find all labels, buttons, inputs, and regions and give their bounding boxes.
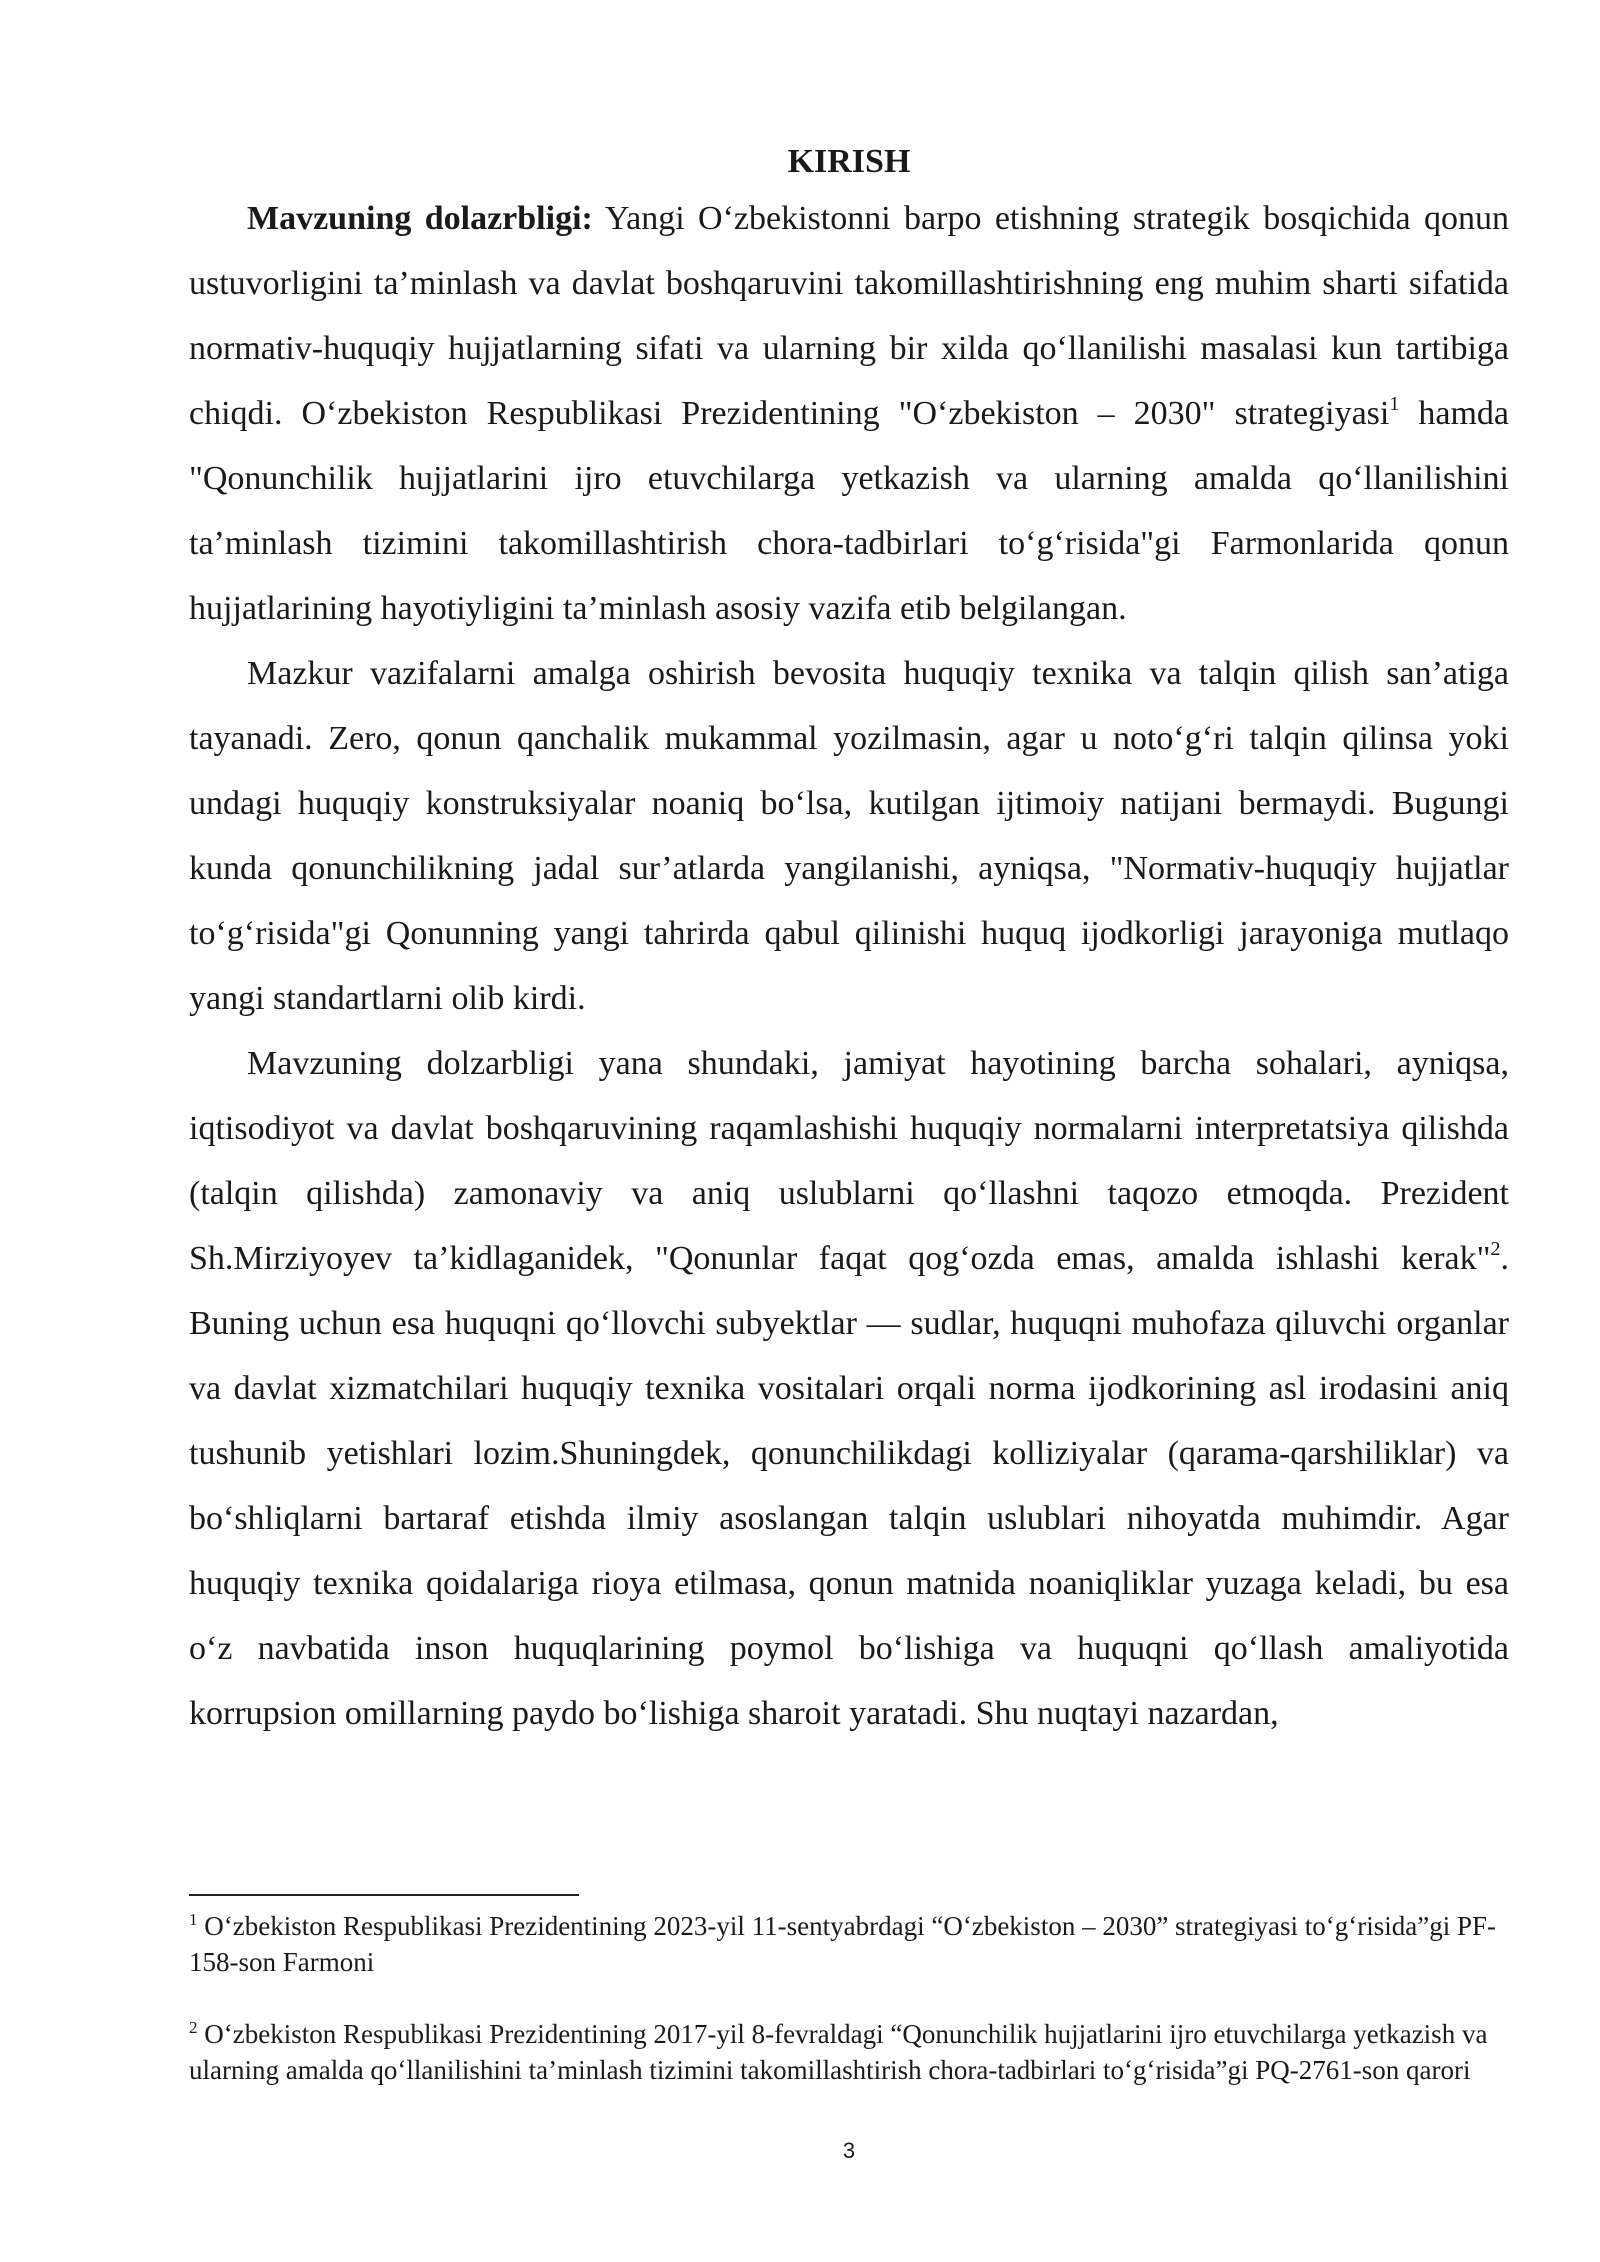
paragraph-relevance-continued: [189, 1031, 1509, 1746]
paragraph-text: Mavzuning dolzarbligi yana shundaki, jamiyat hayotining barcha sohalari, ayniqsa, iqtisodiyot va davlat boshqaruvining raqamlashishi huquqiy normalarni interpretatsiya qilishda (talqin qilishda) zamonaviy va aniq uslublarni qo‘llashni taqozo etmoqda. Prezident Sh.Mirziyoyev ta’kidlaganidek, "Qonunlar faqat qog‘ozda emas, amalda ishlashi kerak": [189, 1045, 1509, 1277]
footnote-1: [189, 1908, 1509, 1980]
footnote-text: O‘zbekiston Respublikasi Prezidentining 2023-yil 11-sentyabrdagi “O‘zbekiston – 2030” strategiyasi to‘g‘risida”gi PF-158-son Farmoni: [189, 1911, 1496, 1977]
footnote-marker: 2: [189, 2018, 198, 2037]
paragraph-text: hamda "Qonunchilik hujjatlarini ijro etuvchilarga yetkazish va ularning amalda qo‘llanilishini ta’minlash tizimini takomillashtirish chora-tadbirlari to‘g‘risida"gi Farmonlarida qonun hujjatlarining hayotiyligini ta’minlash asosiy vazifa etib belgilangan.: [189, 395, 1509, 627]
paragraph-relevance: [189, 186, 1509, 641]
footnote-separator: [189, 1894, 579, 1896]
page-number: 3: [842, 2138, 856, 2163]
footnote-marker: 1: [189, 1910, 198, 1929]
paragraph-tasks: Mazkur vazifalarni amalga oshirish bevosita huquqiy texnika va talqin qilish san’atiga tayanadi. Zero, qonun qanchalik mukammal yozilmasin, agar u noto‘g‘ri talqin qilinsa yoki undagi huquqiy konstruksiyalar noaniq bo‘lsa, kutilgan ijtimoiy natijani bermaydi. Bugungi kunda qonunchilikning jadal sur’atlarda yangilanishi, ayniqsa, "Normativ-huquqiy hujjatlar to‘g‘risida"gi Qonunning yangi tahrirda qabul qilinishi huquq ijodkorligi jarayoniga mutlaqo yangi standartlarni olib kirdi.: [189, 655, 1509, 1017]
paragraph-text: . Buning uchun esa huquqni qo‘llovchi subyektlar — sudlar, huquqni muhofaza qiluvchi organlar va davlat xizmatchilari huquqiy texnika vositalari orqali norma ijodkorining asl irodasini aniq tushunib yetishlari lozim.Shuningdek, qonunchilikdagi kolliziyalar (qarama-qarshiliklar) va bo‘shliqlarni bartaraf etishda ilmiy asoslangan talqin uslublari nihoyatda muhimdir. Agar huquqiy texnika qoidalariga rioya etilmasa, qonun matnida noaniqliklar yuzaga keladi, bu esa o‘z navbatida inson huquqlarining poymol bo‘lishiga va huquqni qo‘llash amaliyotida korrupsion omillarning paydo bo‘lishiga sharoit yaratadi. Shu nuqtayi nazardan,: [189, 1240, 1509, 1732]
page-body: [189, 138, 1509, 1746]
footnotes: [189, 1908, 1509, 2088]
footnote-reference-2[interactable]: 2: [1490, 1238, 1501, 1260]
footnote-2: [189, 2016, 1509, 2088]
footnote-text: O‘zbekiston Respublikasi Prezidentining 2017-yil 8-fevraldagi “Qonunchilik hujjatlarini ijro etuvchilarga yetkazish va ularning amalda qo‘llanilishini ta’minlash tizimini takomillashtirish chora-tadbirlari to‘g‘risida”gi PQ-2761-son qarori: [189, 2019, 1488, 2085]
footnote-reference-1[interactable]: 1: [1389, 393, 1400, 415]
paragraph-lead-heading: Mavzuning dolazrbligi:: [247, 200, 593, 237]
page-title: KIRISH: [787, 143, 911, 180]
paragraph-text: Yangi O‘zbekistonni barpo etishning strategik bosqichida qonun ustuvorligini ta’minlash va davlat boshqaruvini takomillashtirishning eng muhim sharti sifatida normativ-huquqiy hujjatlarning sifati va ularning bir xilda qo‘llanilishi masalasi kun tartibiga chiqdi. O‘zbekiston Respublikasi Prezidentining "O‘zbekiston – 2030" strategiyasi: [189, 200, 1509, 432]
